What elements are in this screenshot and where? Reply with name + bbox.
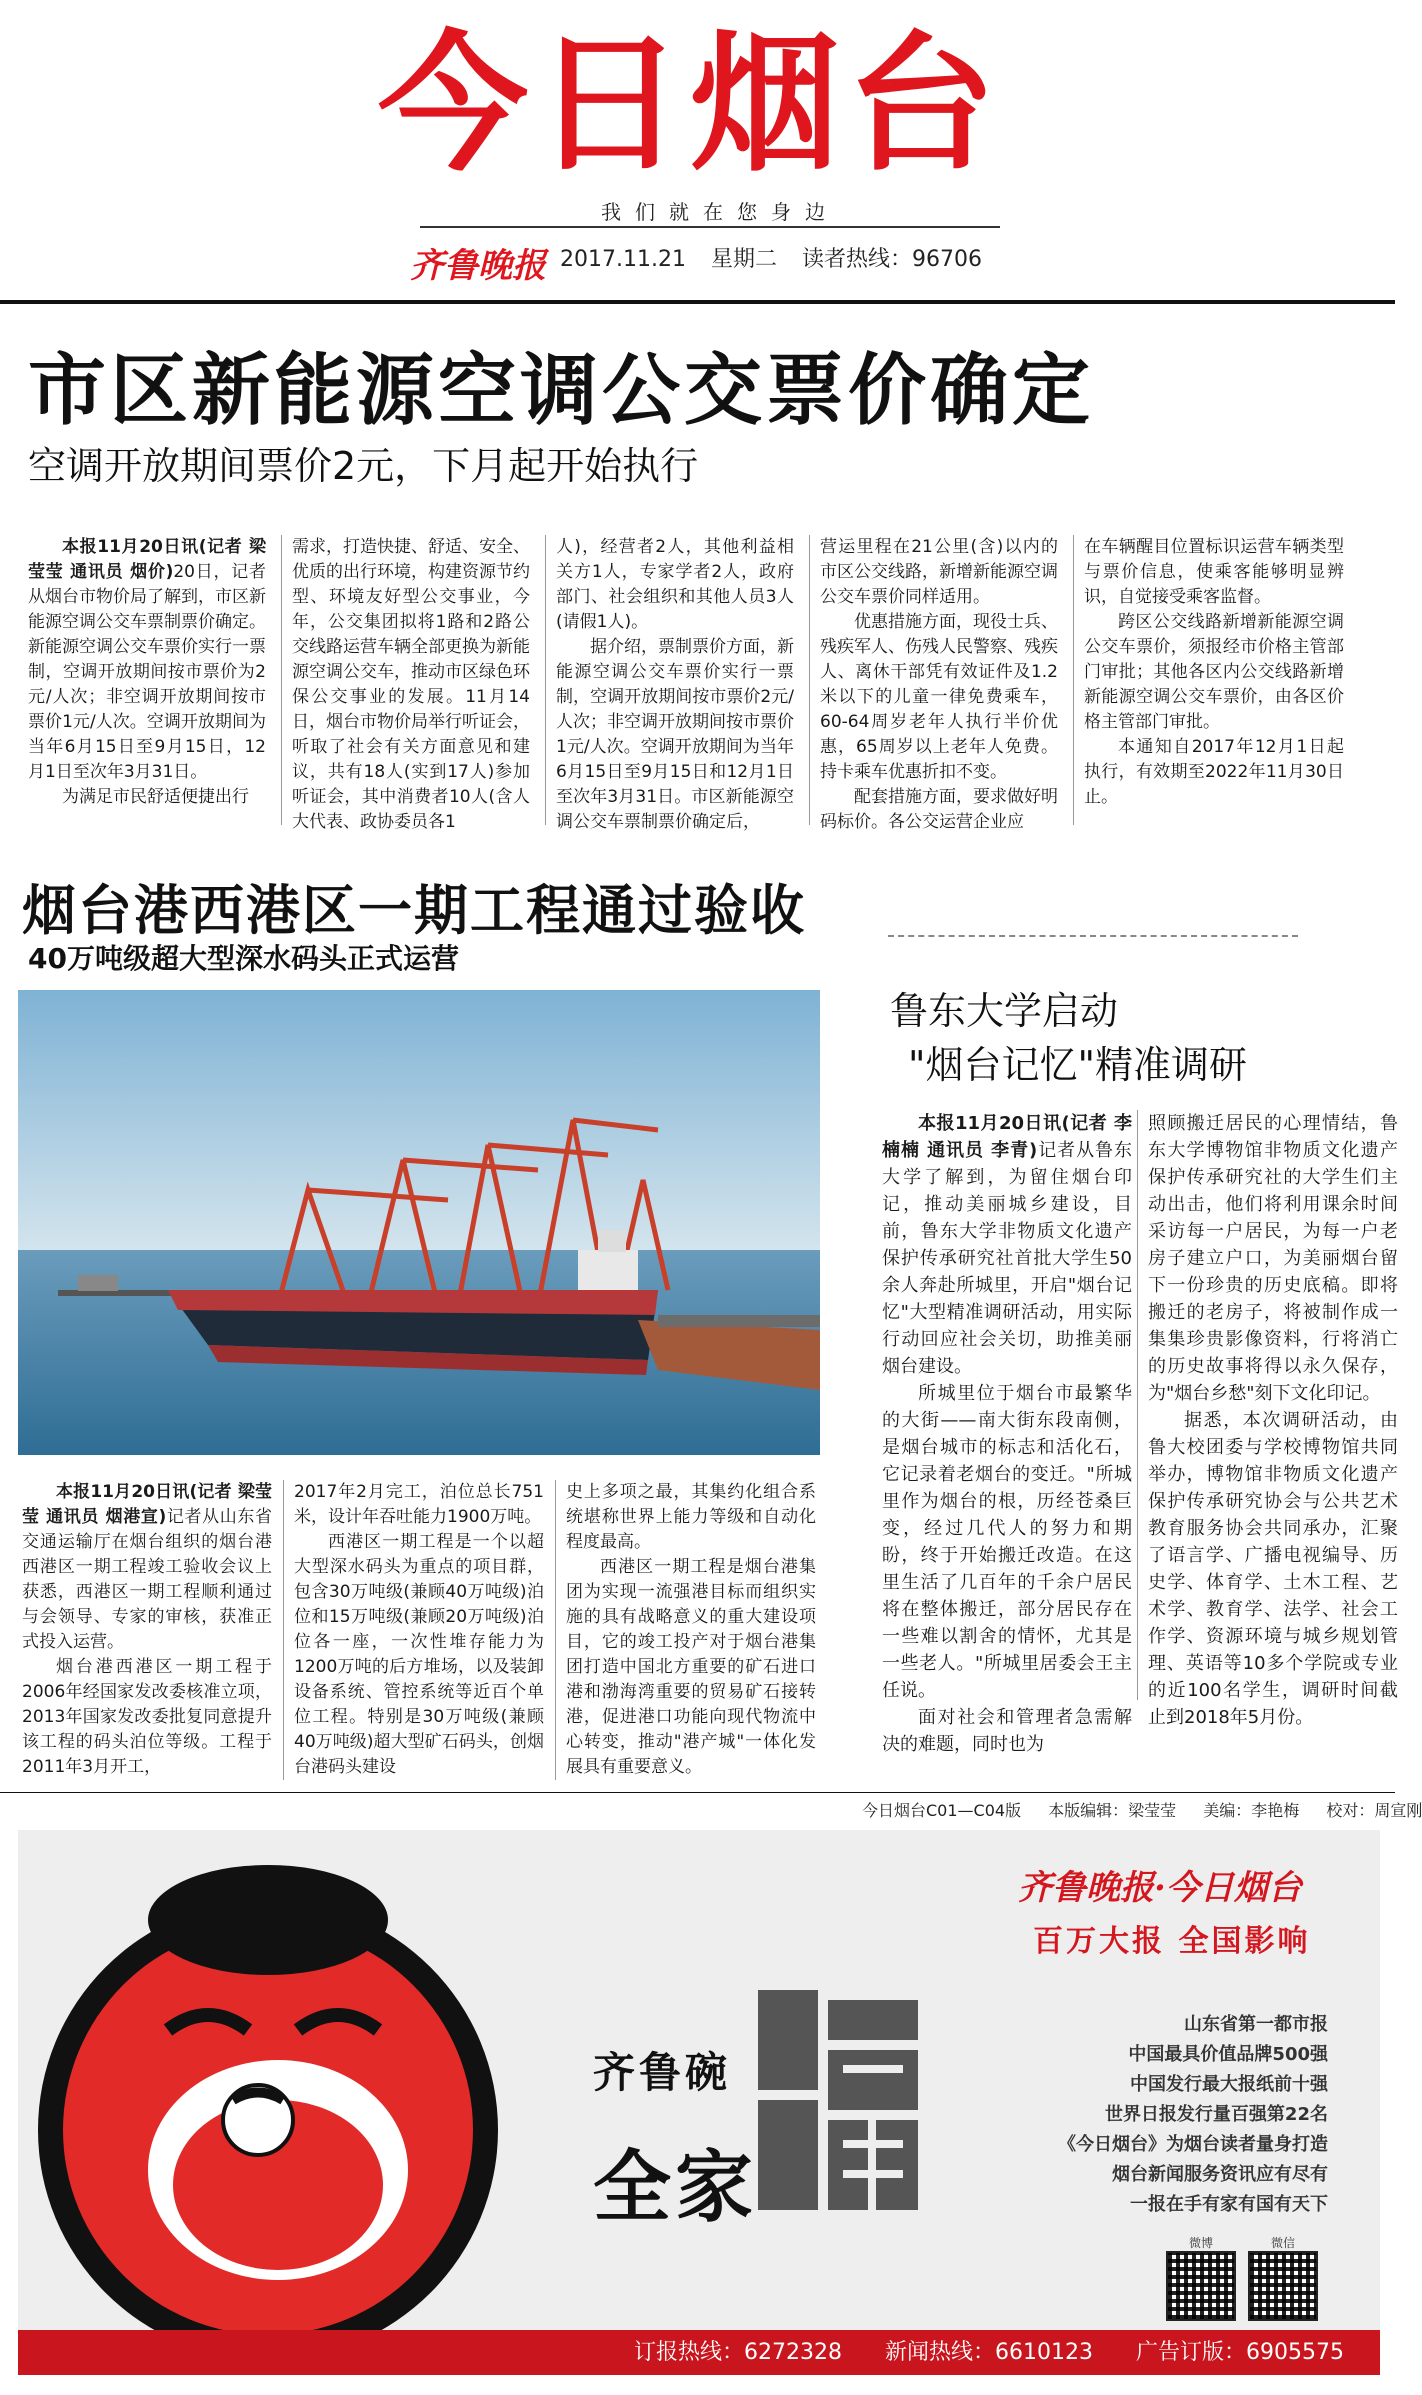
cargo-ship-at-dock-image: [18, 990, 820, 1455]
ad-headline: 齐鲁碗: [593, 2048, 732, 2097]
paragraph: 西港区一期工程是烟台港集团为实现一流强港目标而组织实施的具有战略意义的重大建设项目，它的竣工投产对于烟台港集团打造中国北方重要的矿石进口港和渤海湾重要的贸易矿石接转港，促进港口功能向现代物流中心转变，推动"港产城"一体化发展具有重要意义。: [566, 1557, 816, 1777]
paragraph: 照顾搬迁居民的心理情结，鲁东大学博物馆非物质文化遗产保护传承研究社的大学生们主动出击，他们将利用课余时间采访每一户居民，为每一户老房子建立户口，为美丽烟台留下一份珍贵的历史底稿。即将搬迁的老房子，将被制作成一集集珍贵影像资料，行将消亡的历史故事将得以永久保存，为"烟台乡愁"刻下文化印记。: [1148, 1113, 1398, 1404]
column-rule: [1137, 1110, 1138, 1700]
paragraph: 史上多项之最，其集约化组合系统堪称世界上能力等级和自动化程度最高。: [566, 1482, 816, 1552]
qr-label: 微博: [1188, 2236, 1213, 2250]
sidebar-divider: [888, 935, 1298, 937]
column-rule: [555, 1480, 556, 1780]
story3-column-2: [1148, 1110, 1398, 1728]
mascot-face-icon: [18, 1830, 578, 2330]
ad-hotline: 广告订版：6905575: [1136, 2340, 1344, 2365]
masthead: [0, 0, 1395, 290]
paragraph: 需求，打造快捷、舒适、安全、优质的出行环境，构建资源节约型、环境友好型公交事业，今年，公交集团拟将1路和2路公交线路运营车辆全部更换为新能源空调公交车，推动市区绿色环保公交事业的发展。11月14日，烟台市物价局举行听证会，听取了社会有关方面意见和建议，共有18人(实到17人)参加听证会，其中消费者10人(含人大代表、政协委员各1: [292, 537, 530, 832]
paragraph: 本通知自2017年12月1日起执行，有效期至2022年11月30日止。: [1084, 737, 1344, 807]
credits-rule: [0, 1792, 1395, 1793]
story3-headline-line2: "烟台记忆"精准调研: [908, 1043, 1247, 1087]
column-rule: [1073, 535, 1074, 825]
ad-claim: 山东省第一都市报: [1184, 2014, 1328, 2035]
masthead-rule: [0, 300, 1395, 304]
ad-claim: 烟台新闻服务资讯应有尽有: [1112, 2164, 1328, 2185]
story1-headline: 市区新能源空调公交票价确定: [28, 346, 1095, 436]
paragraph: 据悉，本次调研活动，由鲁大校团委与学校博物馆共同举办，博物馆非物质文化遗产保护传承研究协会与公共艺术教育服务协会共同承办，汇聚了语言学、广播电视编导、历史学、体育学、土木工程、艺术学、教育学、法学、社会工作学、资源环境与城乡规划管理、英语等10多个学院或专业的近100名学生，调研时间截止到2018年5月份。: [1148, 1410, 1398, 1728]
ad-claim: 中国最具价值品牌500强: [1128, 2044, 1328, 2065]
column-rule: [545, 535, 546, 825]
ad-brand-logo: 齐鲁晚报·今日烟台: [1018, 1868, 1302, 1908]
issue-meta: [560, 242, 1000, 273]
paragraph: 营运里程在21公里(含)以内的市区公交线路，新增新能源空调公交车票价同样适用。: [820, 537, 1058, 607]
column-rule: [283, 1480, 284, 1780]
byline: 本报11月20日讯(记者 梁莹莹 通讯员 烟价): [28, 537, 266, 582]
ad-slogan: 百万大报 全国影响: [1033, 1924, 1311, 1959]
paragraph: 跨区公交线路新增新能源空调公交车票价，须报经市价格主管部门审批；其他各区内公交线路新增新能源空调公交车票价，由各区价格主管部门审批。: [1084, 612, 1344, 732]
story2-column-3: [566, 1480, 816, 1780]
story1-column-1: [28, 535, 266, 825]
byline: 本报11月20日讯(记者 梁莹莹 通讯员 烟港宣): [22, 1482, 272, 1527]
proof-credit: 校对：周宣刚: [1326, 1801, 1422, 1820]
story1-column-2: [292, 535, 530, 832]
paragraph: 烟台港西港区一期工程于2006年经国家发改委核准立项，2013年国家发改委批复同意提升该工程的码头泊位等级。工程于2011年3月开工，: [22, 1657, 272, 1777]
qr-code-icon: [1248, 2251, 1318, 2321]
ad-hotline-bar: [18, 2330, 1380, 2375]
story1-column-3: [556, 535, 794, 832]
paragraph: 优惠措施方面，现役士兵、残疾军人、伤残人民警察、残疾人、离休干部凭有效证件及1.2米以下的儿童一律免费乘车，60-64周岁老年人执行半价优惠，65周岁以上老年人免费。持卡乘车优惠折扣不变。: [820, 612, 1058, 782]
ad-claim: 一报在手有家有国有天下: [1130, 2194, 1328, 2215]
paragraph: 20日，记者从烟台市物价局了解到，市区新能源空调公交车票制票价确定。新能源空调公交车票价实行一票制，空调开放期间按市票价为2元/人次；非空调开放期间按市票价1元/人次。空调开放期间为当年6月15日至9月15日，12月1日至次年3月31日。: [28, 562, 266, 782]
byline: 本报11月20日讯(记者 李楠楠 通讯员 李青): [882, 1113, 1132, 1161]
port-photo: [18, 990, 820, 1455]
slogan: 我们就在您身边: [601, 200, 839, 224]
story3-headline-line1: 鲁东大学启动: [890, 989, 1119, 1033]
paragraph: 为满足市民舒适便捷出行: [62, 787, 249, 807]
slogan-divider: [420, 226, 1000, 228]
paragraph: 所城里位于烟台市最繁华的大街——南大街东段南侧，是烟台城市的标志和活化石，它记录着老烟台的变迁。"所城里作为烟台的根，历经苍桑巨变，经过几代人的努力和期盼，终于开始搬迁改造。在这里生活了几百年的千余户居民将在整体搬迁，部分居民存在一些难以割舍的情怀，尤其是一些老人。"所城里居委会王主任说。: [882, 1383, 1132, 1701]
designer-credit: 美编：李艳梅: [1203, 1801, 1300, 1820]
paragraph: 记者从鲁东大学了解到，为留住烟台印记，推动美丽城乡建设，目前，鲁东大学非物质文化遗产保护传承研究社首批大学生50余人奔赴所城里，开启"烟台记忆"大型精准调研活动，用实际行动回应社会关切，助推美丽烟台建设。: [882, 1140, 1133, 1377]
paragraph: 西港区一期工程是一个以超大型深水码头为重点的项目群，包含30万吨级(兼顾40万吨级)泊位和15万吨级(兼顾20万吨级)泊位各一座，一次性堆存能力为1200万吨的后方堆场，以及装卸设备系统、管控系统等近百个单位工程。特别是30万吨级(兼顾40万吨级)超大型矿石码头，创烟台港码头建设: [294, 1532, 544, 1777]
issue-weekday: 星期二: [710, 247, 777, 272]
story2-subhead: 40万吨级超大型深水码头正式运营: [28, 942, 459, 975]
story1-column-4: [820, 535, 1058, 832]
subscribe-hotline: 订报热线：6272328: [634, 2340, 843, 2365]
paragraph: 2017年2月完工，泊位总长751米，设计年吞吐能力1900万吨。: [294, 1482, 544, 1527]
ad-claim: 中国发行最大报纸前十强: [1130, 2074, 1328, 2095]
story2-headline: 烟台港西港区一期工程通过验收: [22, 879, 806, 942]
weibo-qr: [1166, 2234, 1236, 2321]
paragraph: 配套措施方面，要求做好明码标价。各公交运营企业应: [820, 787, 1058, 832]
parent-brand-logo: 齐鲁晚报: [410, 246, 546, 286]
edition-label: 今日烟台C01—C04版: [862, 1801, 1022, 1820]
story2-column-2: [294, 1480, 544, 1780]
paragraph: 人)，经营者2人，其他利益相关方1人，专家学者2人，政府部门、社会组织和其他人员3人(请假1人)。: [556, 537, 794, 632]
column-rule: [281, 535, 282, 825]
paragraph: 面对社会和管理者急需解决的难题，同时也为: [882, 1707, 1132, 1755]
fu-character-collage-icon: [748, 1980, 928, 2220]
paragraph: 据介绍，票制票价方面，新能源空调公交车票价实行一票制，空调开放期间按市票价2元/人次；非空调开放期间按市票价1元/人次。空调开放期间为当年6月15日至9月15日和12月1日至次年3月31日。市区新能源空调公交车票制票价确定后，: [556, 637, 794, 832]
ad-claim: 《今日烟台》为烟台读者量身打造: [1058, 2134, 1328, 2155]
editor-credit: 本版编辑：梁莹莹: [1048, 1801, 1177, 1820]
ad-claims-list: [978, 2010, 1328, 2220]
page-credits: [840, 1798, 1422, 1821]
story3-column-1: [882, 1110, 1133, 1755]
news-hotline: 新闻热线：6610123: [885, 2340, 1094, 2365]
qr-label: 微信: [1270, 2236, 1295, 2250]
ad-claim: 世界日报发行量百强第22名: [1104, 2104, 1328, 2125]
paragraph: 记者从山东省交通运输厅在烟台组织的烟台港西港区一期工程竣工验收会议上获悉，西港区一期工程顺利通过与会领导、专家的审核，获准正式投入运营。: [22, 1507, 273, 1652]
newspaper-title: 今日烟台: [377, 18, 1002, 192]
wechat-qr: [1248, 2234, 1318, 2321]
ad-headline-large: 全家: [593, 2143, 758, 2233]
paragraph: 在车辆醒目位置标识运营车辆类型与票价信息，使乘客能够明显辨识，自觉接受乘客监督。: [1084, 537, 1344, 607]
story1-column-5: [1084, 535, 1344, 825]
subscription-ad: [18, 1830, 1380, 2375]
story2-column-1: [22, 1480, 272, 1780]
story1-subhead: 空调开放期间票价2元，下月起开始执行: [28, 444, 699, 488]
column-rule: [809, 535, 810, 825]
issue-date: 2017.11.21: [560, 247, 686, 272]
reader-hotline: 读者热线：96706: [801, 247, 982, 272]
qr-code-icon: [1166, 2251, 1236, 2321]
